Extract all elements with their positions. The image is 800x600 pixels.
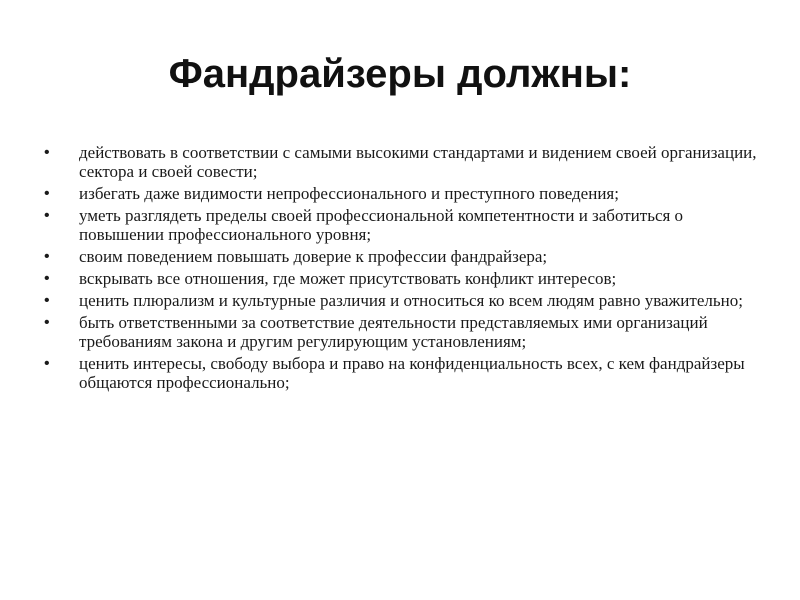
bullet-icon: • bbox=[44, 185, 50, 202]
list-item bbox=[44, 206, 764, 244]
list-item bbox=[44, 143, 764, 181]
list-item bbox=[44, 313, 764, 351]
list-item-text: избегать даже видимости непрофессионального и преступного поведения; bbox=[79, 184, 619, 203]
bullet-icon: • bbox=[44, 144, 50, 161]
bullet-icon: • bbox=[44, 248, 50, 265]
list-item-text: вскрывать все отношения, где может присутствовать конфликт интересов; bbox=[79, 269, 617, 288]
bullet-icon: • bbox=[44, 355, 50, 372]
bullet-icon: • bbox=[44, 292, 50, 309]
slide-title: Фандрайзеры должны: bbox=[168, 52, 632, 96]
list-item-text: действовать в соответствии с самыми высокими стандартами и видением своей организации, сектора и своей совести; bbox=[79, 143, 757, 181]
list-item bbox=[44, 269, 764, 288]
bullet-icon: • bbox=[44, 314, 50, 331]
list-item-text: быть ответственными за соответствие деятельности представляемых ими организаций требованиям закона и другим регулирующим установлениям; bbox=[79, 313, 708, 351]
bullet-icon: • bbox=[44, 270, 50, 287]
list-item bbox=[44, 247, 764, 266]
bullet-list bbox=[44, 143, 764, 395]
list-item-text: уметь разглядеть пределы своей профессиональной компетентности и заботиться о повышении профессионального уровня; bbox=[79, 206, 684, 244]
list-item bbox=[44, 354, 764, 392]
list-item-text: ценить плюрализм и культурные различия и относиться ко всем людям равно уважительно; bbox=[79, 291, 743, 310]
list-item-text: своим поведением повышать доверие к профессии фандрайзера; bbox=[79, 247, 548, 266]
bullet-icon: • bbox=[44, 207, 50, 224]
list-item-text: ценить интересы, свободу выбора и право на конфиденциальность всех, с кем фандрайзеры общаются профессионально; bbox=[79, 354, 745, 392]
list-item bbox=[44, 291, 764, 310]
list-item bbox=[44, 184, 764, 203]
